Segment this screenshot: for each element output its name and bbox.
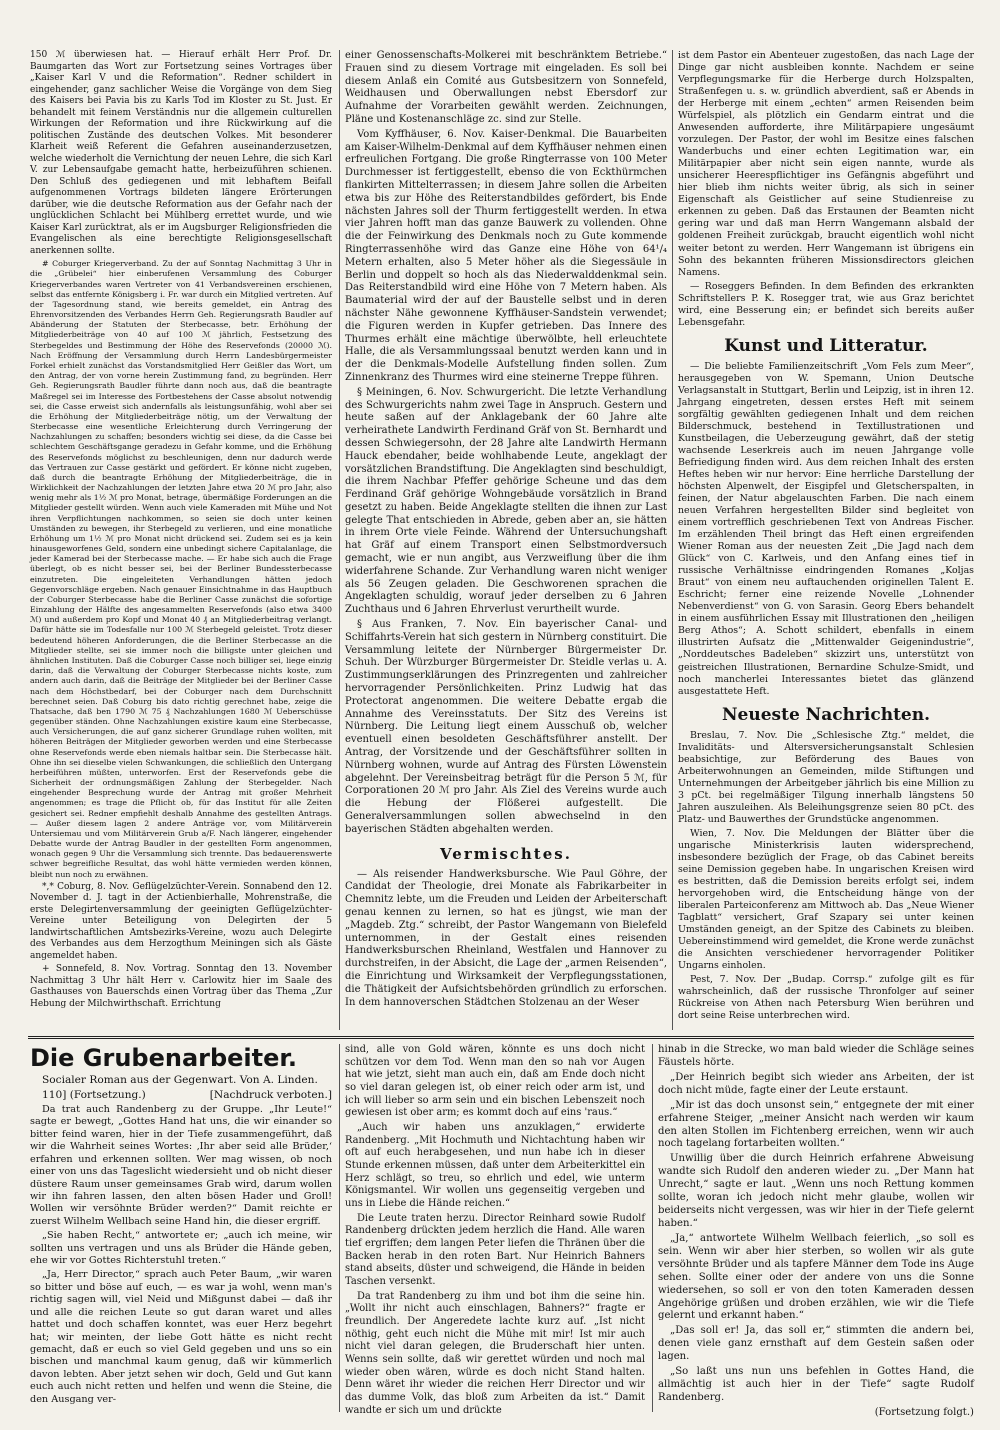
novel-paragraph: „Ja, Herr Director,“ sprach auch Peter Baum, „wir waren so bitter und böse auf euch, — es war ja wohl, wenn man's richtig sagen will, viel Neid und Mißgunst dabei — daß ihr und alle die reichen Leute so gut daran waret und alles hattet und doch schaffen konntet, was euer Herz begehrt hat; wir meinten, der liebe Gott hätte es nicht recht gemacht, daß er euch so viel Geld gegeben und uns so ein bischen und manchmal kaum genug, daß wir kümmerlich davon lebten. Aber jetzt sehen wir doch, Geld und Gut kann euch auch nicht retten und helfen und wenn die Steine, die den Ausgang ver-	[30, 1269, 332, 1405]
column-divider	[339, 1044, 340, 1412]
novel-meta	[30, 1089, 332, 1102]
column-regional-news	[345, 50, 667, 1011]
novel-paragraph: „Auch wir haben uns anzuklagen,“ erwiderte Randenberg. „Mit Hochmuth und Nichtachtung haben wir oft auf euch herabgesehen, und nun habe ich in dieser Stunde erkennen müssen, daß unter dem Arbeiterkittel ein Herz schlägt, so treu, so ehrlich und edel, wie unterm Königsmantel. Wir wollen uns gegenseitig vergeben und uns in Liebe die Hände reichen.“	[345, 1122, 645, 1210]
article-rosegger: — Roseggers Befinden. In dem Befinden des erkrankten Schriftstellers P. K. Rosegger trat, wie aus Graz berichtet wird, eine Besserung ein; er befindet sich bereits außer Lebensgefahr.	[678, 280, 974, 328]
novel-column-3	[658, 1044, 974, 1420]
column-culture-news	[678, 50, 974, 1024]
article-kriegerverband: # Coburger Kriegerverband. Zu der auf Sonntag Nachmittag 3 Uhr in die „Grübelei“ hier einberufenen Versammlung des Coburger Kriegerverbandes waren Vertreter von 41 Verbandsvereinen erschienen, selbst das entfernte Königsberg i. Fr. war durch ein Mitglied vertreten. Auf der Tagesordnung stand, wie bereits gemeldet, ein Antrag des Ehrenvorsitzenden des Verbandes Herrn Geh. Regierungsrath Baudler auf Abänderung der Statuten der Sterbecasse, betr. Erhöhung der Mitgliederbeiträge von 40 auf 100 ℳ jährlich, Festsetzung des Sterbegeldes und Bestimmung der Höhe des Reservefonds (20000 ℳ). Nach Eröffnung der Versammlung durch Herrn Landesbürgermeister Forkel erhielt zunächst das Vorstandsmitglied Herr Geißler das Wort, um den Antrag, der von vorne herein Zustimmung fand, zu begründen. Herr Geh. Regierungsrath Baudler führte dann noch aus, daß die beantragte Maßregel sei im Interesse des Fortbestehens der Casse absolut notwendig sei, die Casse erweist sich andernfalls als leistungsunfähig, wohl aber sei die Erhöhung der Mitgliederbeiträge nötig, um der Verwaltung der Sterbecasse eine wesentliche Erleichterung durch Verringerung der Nachzahlungen zu schaffen; besonders wichtig sei diese, da die Casse bei schlechtem Geschäftsgange geradezu in Gefahr komme, und die Erhöhung des Reservefonds möglichst zu beschleunigen, denn nur dadurch werde das Vertrauen zur Casse gestärkt und gefördert. Er könne nicht zugeben, daß durch die beantragte Erhöhung der Mitgliederbeiträge, die in Wirklichkeit der Nachzahlungen der letzten Jahre etwa 20 ℳ pro Jahr, also wenig mehr als 1½ ℳ pro Monat, betrage, übermäßige Forderungen an die Mitglieder gestellt würden. Wenn auch viele Kameraden mit Mühe und Not ihren Verpflichtungen nachkommen, so seien sie doch unter keinen Umständen zu bewegen, ihr Sterbegeld zu verlieren, und eine monatliche Erhöhung um 1½ ℳ pro Monat nicht drückend sei. Zudem sei es ja kein hinausgeworfenes Geld, sondern eine unbedingt sichere Capitalanlage, die jeder Kamerad bei der Sterbecasse mache. — Er habe sich auch die Frage überlegt, ob es nicht besser sei, bei der Berliner Bundessterbecasse einzutreten. Die eingeleiteten Verhandlungen hätten jedoch Gegenvorschläge ergeben. Nach genauer Einsichtnahme in das Hauptbuch der Coburger Sterbecasse habe die Berliner Casse zunächst die sofortige Einzahlung der Hälfte des angesammelten Reservefonds (also etwa 3400 ℳ) und außerdem pro Kopf und Monat 40 ₰ an Mitgliederbeitrag verlangt. Dafür hätte sie im Todesfalle nur 100 ℳ Sterbegeld geleistet. Trotz dieser bedeutend höheren Anforderungen, die die Berliner Sterbecasse an die Mitglieder stellte, sei sie immer noch die billigste unter gleichen und ähnlichen Instituten. Daß die Coburger Casse noch billiger sei, liege einzig darin, daß die Verwaltung der Coburger Sterbecasse nichts koste, zum andern auch darin, daß die Beiträge der Mitglieder bei der Berliner Casse nach dem Höchstbedarf, bei der Coburger nach dem Durchschnitt berechnet seien. Daß Coburg bis dato richtig gerechnet habe, zeige die Thatsache, daß ben 1790 ℳ 75 ₰ Nachzahlungen 1680 ℳ Ueberschüsse gegenüber ständen. Ohne Nachzahlungen existire kaum eine Sterbecasse, auch Versicherungen, die auf ganz sicherer Grundlage ruhen wollten, mit höheren Beiträgen der Mitglieder geworben werden und eine Sterbecasse ohne Reservefonds werde eben niemals haltbar sein. Die Sterbecasse hält. Ohne ihn sei dieselbe vielen Schwankungen, die schließlich den Untergang herbeiführen müßten, unterworfen. Erst der Reservefonds gebe die Sicherheit der ordnungsmäßigen Zahlung der Sterbegelder. Nach eingehender Besprechung wurde der Antrag mit großer Mehrheit angenommen; es trage die Pflicht ob, für das Institut für alle Zeiten gesichert sei. Redner empfiehlt deshalb Annahme des gestellten Antrags. — Außer diesem lagen 2 andere Anträge vor, vom Militärverein Untersiemau und vom Militärverein Grub a/F. Nach längerer, eingehender Debatte wurde der Antrag Baudler in der gestellten Form angenommen, wonach gegen 9 Uhr die Versammlung sich trennte. Das bedauerenswerte schwer begreifliche Resultat, das wohl hätte vermieden werden können, bleibt nun noch zu erwähnen.	[30, 259, 332, 879]
novel-paragraph: Unwillig über die durch Heinrich erfahrene Abweisung wandte sich Rudolf den anderen wieder zu. „Der Mann hat Unrecht,“ sagte er laut. „Wenn uns noch Rettung kommen sollte, woran ich jedoch nicht mehr glaube, wollen wir beiderseits nicht vergessen, was wir hier in der Tiefe gelernt haben.“	[658, 1153, 974, 1229]
article-gefluegelzuechter: *,* Coburg, 8. Nov. Geflügelzüchter-Verein. Sonnabend den 12. November d. J. tagt in der Actienbierhalle, Mohrenstraße, die erste Delegirtenversammlung der geeinigten Geflügelzüchter-Vereine unter Beteiligung von Delegirten der 5 landwirtschaftlichen Amtsbezirks-Vereine, wozu auch Delegirte des Verbandes aus dem Herzogthum Meiningen sich als Gäste angemeldet haben.	[30, 881, 332, 961]
article-wangemann-end: ist dem Pastor ein Abenteuer zugestoßen, das nach Lage der Dinge gar nicht ausbleiben konnte. Nachdem er seine Verpflegungsmarke für die Herberge durch Holzspalten, Straßenfegen u. s. w. gründlich abverdient, saß er Abends in der Herberge mit einem „echten“ armen Reisenden beim Würfelspiel, als plötzlich ein Gendarm eintrat und die Anwesenden aufforderte, ihre Militärpapiere ungesäumt vorzulegen. Der Pastor, der wohl im Besitze eines falschen Wanderbuchs und einer echten Legitimation war, ein Militärpapier aber nicht sein eigen nannte, wurde als unsicherer Heerespflichtiger ins Gefängnis abgeführt und hier blieb ihm nichts weiter übrig, als sich in seiner Eigenschaft als Geistlicher auf seine Studienreise zu erkennen zu geben. Daß das Erstaunen der Beamten nicht gering war und daß man Herrn Wangemann alsbald der goldenen Freiheit zurückgab, braucht eigentlich wohl nicht weiter betont zu werden. Herr Wangemann ist übrigens ein Sohn des bekannten früheren Missionsdirectors gleichen Namens.	[678, 50, 974, 278]
installment-number: 110]	[42, 1089, 67, 1101]
column-divider	[652, 1044, 653, 1412]
novel-column-1	[30, 1044, 332, 1408]
heading-kunst-litteratur: Kunst und Litteratur.	[724, 335, 928, 356]
novel-paragraph: Da trat auch Randenberg zu der Gruppe. „Ihr Leute!“ sagte er bewegt, „Gottes Hand hat uns, die wir einander so bitter feind waren, hier in der Tiefe zusammengeführt, daß wir die Wahrheit seines Wortes: ‚Ihr aber seid alle Brüder,‘ erfahren und erkennen sollten. Wer mag wissen, ob noch einer von uns das Tageslicht wiedersieht und ob nicht dieser düstere Raum unser gemeinsames Grab wird, darum wollen wir ihn fahren lassen, den alten bösen Hader und Groll! Wollen wir versöhnte Brüder werden?“ Damit reichte er zuerst Wilhelm Wellbach seine Hand hin, die dieser ergriff.	[30, 1104, 332, 1227]
reprint-notice: [Nachdruck verboten.]	[209, 1089, 332, 1101]
article-franken: § Aus Franken, 7. Nov. Ein bayerischer Canal- und Schiffahrts-Verein hat sich gestern in Nürnberg constituirt. Die Versammlung leitete der Nürnberger Bürgermeister Dr. Schuh. Der Würzburger Bürgermeister Dr. Steidle verlas u. A. Zustimmungserklärungen des Prinzregenten und zahlreicher hervorragender Persönlichkeiten. Prinz Ludwig hat das Protectorat angenommen. Die weitere Debatte ergab die Annahme des Vereinsstatuts. Der Sitz des Vereins ist Nürnberg. Die Leitung liegt einem Ausschuß ob, welcher eventuell einen besoldeten Geschäftsführer anstellt. Der Antrag, der Vorsitzende und der Geschäftsführer sollten in Nürnberg wohnen, wurde auf Antrag des Fürsten Löwenstein abgelehnt. Der Vereinsbeitrag beträgt für die Person 5 ℳ, für Corporationen 20 ℳ pro Jahr. Als Ziel des Vereins wurde auch die Hebung der Flößerei aufgestellt. Die Generalversammlungen sollen abwechselnd in den bayerischen Städten abgehalten werden.	[345, 619, 667, 835]
column-divider	[339, 50, 340, 1030]
to-be-continued: (Fortsetzung folgt.)	[874, 1406, 974, 1418]
column-local-news	[30, 50, 332, 1012]
article-handwerksbursche: — Als reisender Handwerksbursche. Wie Paul Göhre, der Candidat der Theologie, drei Monate als Fabrikarbeiter in Chemnitz lebte, um die Freuden und Leiden der Arbeiterschaft genau kennen zu lernen, so hat es jüngst, wie man der „Magdeb. Ztg.“ schreibt, der Pastor Wangemann von Bielefeld unternommen, in der Gestalt eines reisenden Handwerksburschen Rheinland, Westfalen und Hannover zu durchstreifen, in der Absicht, die Lage der „armen Reisenden“, die Einrichtung und Wirksamkeit der Verpflegungsstationen, die Thätigkeit der Aufsichtsbehörden gründlich zu erforschen. In dem hannoverschen Städtchen Stolzenau an der Weser	[345, 868, 667, 1008]
novel-paragraph: „So laßt uns nun uns befehlen in Gottes Hand, die allmächtig ist auch hier in der Tiefe“ sagte Rudolf Randenberg.	[658, 1366, 974, 1403]
column-divider	[672, 50, 673, 1030]
novel-paragraph: Die Leute traten herzu. Director Reinhard sowie Rudolf Randenberg drückten jedem herzlich die Hand. Alle waren tief ergriffen; dem langen Peter liefen die Thränen über die Backen herab in den roten Bart. Nur Heinrich Bahners stand abseits, düster und schweigend, die Hände in beiden Taschen versenkt.	[345, 1212, 645, 1288]
novel-paragraph: „Der Heinrich begibt sich wieder ans Arbeiten, der ist doch nicht müde, fagte einer der Leute erstaunt.	[658, 1071, 974, 1096]
heading-neueste-nachrichten: Neueste Nachrichten.	[721, 704, 931, 725]
article-meiningen: § Meiningen, 6. Nov. Schwurgericht. Die letzte Verhandlung des Schwurgerichts nahm zwei Tage in Anspruch. Gestern und heute saßen auf der Anklagebank der 60 Jahre alte verheirathete Landwirth Ferdinand Gräf von St. Bernhardt und dessen Schwiegersohn, der 28 Jahre alte Landwirth Hermann Hauck ebendaher, beide wohlhabende Leute, angeklagt der vorsätzlichen Brandstiftung. Die Angeklagten sind beschuldigt, die ihrem Nachbar Pfeffer gehörige Scheune und das dem Ferdinand Gräf gehörige Wohngebäude vorsätzlich in Brand gesetzt zu haben. Beide Angeklagte stellten die ihnen zur Last gelegte That entschieden in Abrede, geben aber an, sie hätten in ihrem Orte viele Feinde. Während der Untersuchungshaft hat Gräf auf einem Transport einen Selbstmordversuch gemacht, wie er nun angibt, aus Verzweiflung über die ihm widerfahrene Schande. Zur Verhandlung waren nicht weniger als 56 Zeugen geladen. Die Geschworenen sprachen die Angeklagten schuldig, worauf jeder derselben zu 6 Jahren Zuchthaus und 6 Jahren Ehrverlust verurtheilt wurde.	[345, 386, 667, 616]
article-baumgarten-lecture: 150 ℳ überwiesen hat. — Hierauf erhält Herr Prof. Dr. Baumgarten das Wort zur Fortsetzung seines Vortrages über „Kaiser Karl V und die Reformation“. Redner schildert in eingehender, ganz sachlicher Weise die Vorgänge von dem Sieg des Kaisers bei Pavia bis zu Karls Tod im Kloster zu St. Just. Er behandelt mit feinem Verständnis nur die allgemein culturellen Wirkungen der Reformation und ihre Rückwirkung auf die politischen Zustände des deutschen Volkes. Mit besonderer Klarheit weiß Referent die Gefahren auseinanderzusetzen, welche wiederholt die Vernichtung der neuen Lehre, die sich Karl V. zur Lebensaufgabe gemacht hatte, herbeizuführen schienen. Den Schluß des gediegenen und mit lebhaftem Beifall aufgenommenen Vortrags bildeten längere Erörterungen darüber, wie die deutsche Reformation aus der Gefahr nach der unglücklichen Schlacht bei Mühlberg errettet wurde, und wie Kaiser Karl zurücktrat, als er im Augsburger Religionsfrieden die Evangelischen als eine berechtigte Religionsgesellschaft anerkennen sollte.	[30, 50, 332, 256]
article-molkerei: einer Genossenschafts-Molkerei mit beschränktem Betriebe.“ Frauen sind zu diesem Vortrage mit eingeladen. Es soll bei diesem Anlaß ein Comité aus Gutsbesitzern von Sonnefeld, Weidhausen und Oberwallungen nebst Ebersdorf zur Aufnahme der Vorarbeiten gewählt werden. Zeichnungen, Pläne und Kostenanschläge zc. sind zur Stelle.	[345, 50, 667, 125]
novel-paragraph: „Mir ist das doch unsonst sein,“ entgegnete der mit einer erfahrene Steiger, „meiner Ansicht nach werden wir kaum den alten Stollen im Fichtenberg erreichen, wenn wir auch noch tagelang fortarbeiten wollten.“	[658, 1099, 974, 1150]
continuation-note: (Fortsetzung.)	[69, 1089, 146, 1101]
article-sonnefeld: + Sonnefeld, 8. Nov. Vortrag. Sonntag den 13. November Nachmittag 3 Uhr hält Herr v. Carlowitz hier im Saale des Gasthauses von Bauerschds einen Vortrag über das Thema „Zur Hebung der Milchwirthschaft. Errichtung	[30, 964, 332, 1009]
novel-paragraph: sind, alle von Gold wären, könnte es uns doch nicht schützen vor dem Tod. Wenn man den so nah vor Augen hat wie jetzt, sieht man auch ein, daß am Ende doch nicht so viel daran gelegen ist, ob einer reich oder arm ist, und ich will lieber so arm sein und ein bischen Lebenszeit noch gewiesen ist ober arm; es kommt doch auf eins 'raus.“	[345, 1044, 645, 1119]
novel-column-2	[345, 1044, 645, 1419]
novel-paragraph: hinab in die Strecke, wo man bald wieder die Schläge seines Fäustels hörte.	[658, 1044, 974, 1068]
novel-title: Die Grubenarbeiter.	[30, 1044, 297, 1072]
novel-paragraph: „Ja,“ antwortete Wilhelm Wellbach feierlich, „so soll es sein. Wenn wir aber hier sterben, so wollen wir als gute versöhnte Brüder und als tapfere Männer dem Tode ins Auge sehen. Sollte einer oder der andere von uns die Sonne wiedersehen, so soll er von den toten Kameraden dessen Angehörige grüßen und droben erzählen, wie wir die Tiefe gelernt und erkannt haben.“	[658, 1232, 974, 1322]
article-wien: Wien, 7. Nov. Die Meldungen der Blätter über die ungarische Ministerkrisis lauten widersprechend, insbesondere bezüglich der Frage, ob das Cabinet bereits seine Demission gegeben habe. In ungarischen Kreisen wird es bestritten, daß die Demission bereits erfolgt sei, indem hervorgehoben wird, die Entscheidung hänge von der liberalen Parteiconferenz am Mittwoch ab. Das „Neue Wiener Tagblatt“ versichert, Graf Szapary sei unter keinen Umständen geneigt, an der Spitze des Cabinets zu bleiben. Uebereinstimmend wird gemeldet, die Krone werde zunächst die Ansichten verschiedener hervorragender Politiker Ungarns einholen.	[678, 827, 974, 972]
article-kyffhaeuser: Vom Kyffhäuser, 6. Nov. Kaiser-Denkmal. Die Bauarbeiten am Kaiser-Wilhelm-Denkmal auf dem Kyffhäuser nehmen einen erfreulichen Fortgang. Die große Ringterrasse von 100 Meter Durchmesser ist fertiggestellt, ebenso die von Eckthürmchen flankirten Mittelterrassen; in diesem Jahre sollen die Arbeiten etwa bis zur Höhe des Reiterstandbildes gefördert, bis Ende nächsten Jahres soll der Thurm fertiggestellt werden. In etwa vier Jahren hofft man das ganze Bauwerk zu vollenden. Ohne die der Feinwirkung des Denkmals noch zu Gute kommende Ringterrassenhöhe wird das Ganze eine Höhe von 64¹/₄ Metern erhalten, also 5 Meter höher als die Siegessäule in Berlin und doppelt so hoch als das Niederwalddenkmal sein. Das Reiterstandbild wird eine Höhe von 7 Metern haben. Als Baumaterial wird der auf der Baustelle selbst und in deren nächster Nähe gewonnene Kyffhäuser-Sandstein verwendet; die Figuren werden in Kupfer getrieben. Das Innere des Thurmes erhält eine mächtige überwölbte, hell erleuchtete Halle, die als Versammlungssaal benutzt werden kann und in der die Denkmals-Modelle Aufstellung finden sollen. Zum Zinnenkranz des Thurmes wird eine steinerne Treppe führen.	[345, 128, 667, 383]
novel-paragraph: „Sie haben Recht,“ antwortete er; „auch ich meine, wir sollten uns vertragen und uns als Brüder die Hände geben, ehe wir vor Gottes Richterstuhl treten.“	[30, 1230, 332, 1267]
article-pest: Pest, 7. Nov. Der „Budap. Corrsp.“ zufolge gilt es für wahrscheinlich, daß der russische Thronfolger auf seiner Rückreise von Athen nach Petersburg Wien berühren und dort seine Reise unterbrechen wird.	[678, 974, 974, 1022]
article-vom-fels-zum-meer: — Die beliebte Familienzeitschrift „Vom Fels zum Meer“, herausgegeben von W. Spemann, Union Deutsche Verlagsanstalt in Stuttgart, Berlin und Leipzig, ist in ihren 12. Jahrgang eingetreten, dessen erstes Heft mit seinem sorgfältig gewählten gediegenen Inhalt und dem reichen Bilderschmuck, bestehend in Textillustrationen und Kunstbeilagen, die Ueberzeugung gewährt, daß der stetig wachsende Leserkreis auch im neuen Jahrgange volle Befriedigung finden wird. Aus dem reichen Inhalt des ersten Heftes heben wir nur hervor: Eine herrliche Darstellung der höchsten Alpenwelt, der Eisgipfel und Gletscherspalten, in feinen, der Natur abgelauschten Farben. Die nach einem neuen Verfahren hergestellten Bilder sind begleitet von einem vortrefflich geschriebenen Text von Andreas Fischer. Im erzählenden Theil bringt das Heft einen ergreifenden Wiener Roman aus der neuesten Zeit „Die Jagd nach dem Glück“ von C. Karlweis, und den Anfang eines tief in russische Verhältnisse eindringenden Romanes „Koljas Braut“ von einem neu auftauchenden originellen Talent E. Eschricht; ferner eine reizende Novelle „Lohnender Nebenverdienst“ von G. von Sarasin. Georg Ebers behandelt in einem ausführlichen Essay mit Illustrationen den „heiligen Berg Athos“; A. Schott schildert, ebenfalls in einem illustrirten Aufsatz die „Mittenwalder Geigenindustrie“, „Norddeutsches Badeleben“ skizzirt uns, unterstützt von geistreichen Illustrationen, Bernardine Schulze-Smidt, und noch mancherlei Interessantes bietet das glänzend ausgestattete Heft.	[678, 360, 974, 697]
heading-vermischtes: Vermischtes.	[440, 844, 572, 863]
article-breslau: Breslau, 7. Nov. Die „Schlesische Ztg.“ meldet, die Invaliditäts- und Altersversicherungsanstalt Schlesien beabsichtige, zur Beförderung des Baues von Arbeiterwohnungen an Gemeinden, milde Stiftungen und Unternehmungen der Arbeitgeber jährlich bis eine Million zu 3 pCt. bei regelmäßiger Tilgung innerhalb längstens 50 Jahren auszuleihen. Als Beleihungsgrenze seien 80 pCt. des Platz- und Bauwerthes der Grundstücke angenommen.	[678, 729, 974, 825]
novel-paragraph: „Das soll er! Ja, das soll er,“ stimmten die andern bei, denen viele ganz ernsthaft auf dem Gestein saßen oder lagen.	[658, 1325, 974, 1363]
novel-paragraph: Da trat Randenberg zu ihm und bot ihm die seine hin. „Wollt ihr nicht auch einschlagen, Bahners?“ fragte er freundlich. Der Angeredete lachte kurz auf. „Ist nicht nöthig, geht euch nicht die Mühe mit mir! Ist mir auch nicht viel daran gelegen, die Bruderschaft hier unten. Wenns sein sollte, daß wir gerettet würden und noch mal wieder oben wären, würde es doch nicht Stand halten. Denn wäret ihr wieder die reichen Herr Director und wir das dumme Volk, das bloß zum Arbeiten da ist.“ Damit wandte er sich um und drückte	[345, 1290, 645, 1416]
feuilleton-divider	[28, 1036, 974, 1039]
novel-subtitle: Socialer Roman aus der Gegenwart. Von A. Linden.	[42, 1074, 318, 1086]
